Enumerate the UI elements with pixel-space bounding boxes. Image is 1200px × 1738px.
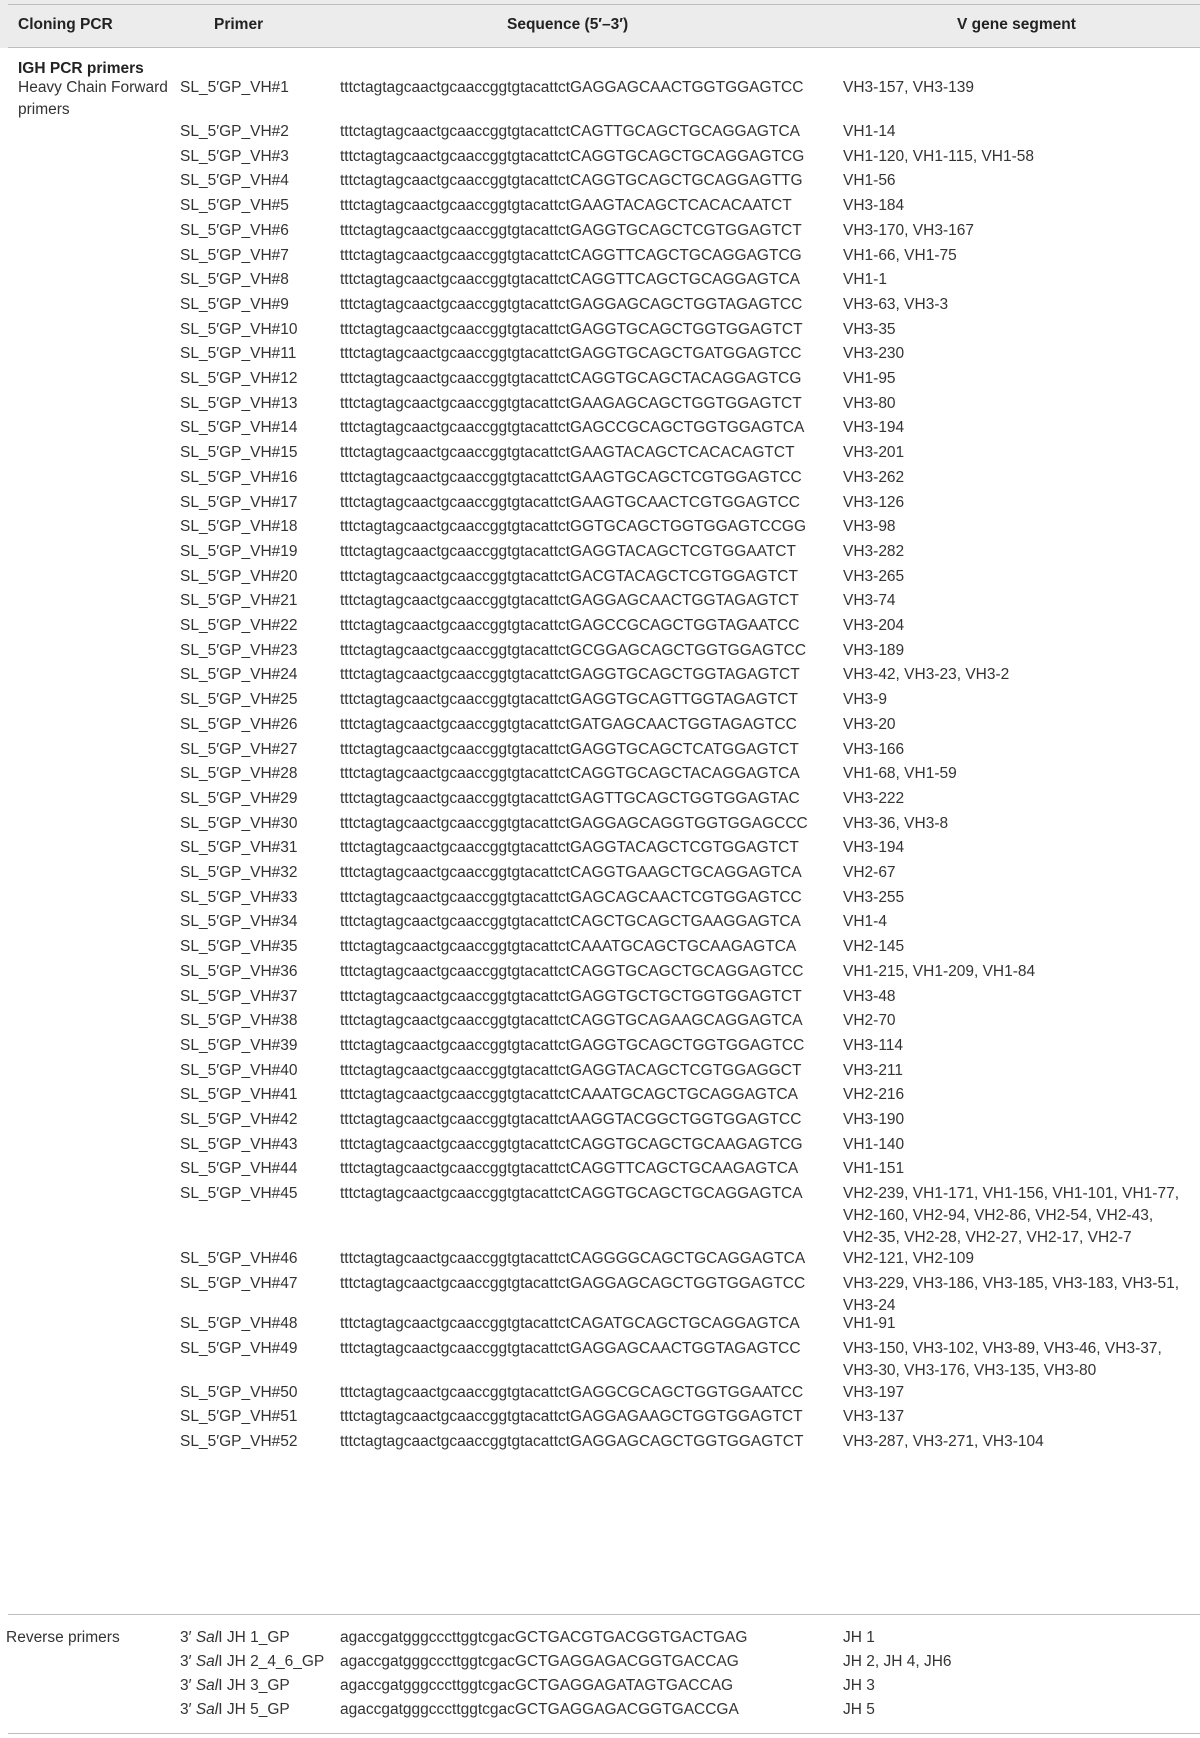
v-gene-segment: VH3-9 — [843, 691, 887, 709]
v-gene-segment: VH3-184 — [843, 197, 905, 215]
header-sequence: Sequence (5′–3′) — [507, 16, 629, 33]
primer-name: SL_5′GP_VH#10 — [180, 320, 298, 338]
v-gene-segment: VH3-282 — [843, 542, 905, 560]
primer-name: SL_5′GP_VH#33 — [180, 888, 298, 906]
primer-sequence: tttctagtagcaactgcaaccggtgtacattctGAGGAGCAGCTGGTGGAGTCC — [340, 1274, 806, 1292]
primer-name: SL_5′GP_VH#38 — [180, 1012, 298, 1030]
primer-name: SL_5′GP_VH#24 — [180, 666, 298, 684]
primer-name: SL_5′GP_VH#8 — [180, 271, 289, 289]
primer-name: SL_5′GP_VH#30 — [180, 814, 298, 832]
primer-name: SL_5′GP_VH#13 — [180, 394, 298, 412]
v-gene-segment: VH3-157, VH3-139 — [843, 79, 974, 96]
primer-sequence: tttctagtagcaactgcaaccggtgtacattctGAGGTGCAGCTCGTGGAGTCT — [340, 221, 802, 239]
v-gene-segment: VH3-80 — [843, 394, 896, 412]
primer-sequence: tttctagtagcaactgcaaccggtgtacattctCAGGTGCAGCTGCAGGAGTCG — [340, 147, 805, 165]
v-gene-segment: VH3-98 — [843, 518, 896, 536]
primer-name: SL_5′GP_VH#22 — [180, 617, 298, 634]
primer-sequence: tttctagtagcaactgcaaccggtgtacattctGAAGTGCAACTCGTGGAGTCC — [340, 493, 800, 511]
v-gene-segment: VH1-120, VH1-115, VH1-58 — [843, 147, 1034, 165]
primer-sequence: tttctagtagcaactgcaaccggtgtacattctCAGGTGAAGCTGCAGGAGTCA — [340, 864, 802, 881]
v-gene-segment: VH3-74 — [843, 592, 896, 610]
v-gene-segment: VH1-151 — [843, 1160, 905, 1178]
top-rule — [8, 4, 1200, 5]
primer-name: SL_5′GP_VH#47 — [180, 1274, 298, 1292]
section-divider — [8, 1614, 1200, 1615]
primer-sequence: tttctagtagcaactgcaaccggtgtacattctGAGGTGCAGTTGGTAGAGTCT — [340, 691, 798, 709]
primer-sequence: agaccgatgggcccttggtcgacGCTGACGTGACGGTGACTGAG — [340, 1629, 748, 1646]
header-cloning-pcr: Cloning PCR — [18, 16, 113, 33]
v-gene-segment: VH3-150, VH3-102, VH3-89, VH3-46, VH3-37, VH3-30, VH3-176, VH3-135, VH3-80 — [843, 1339, 1162, 1379]
primer-name: SL_5′GP_VH#28 — [180, 765, 298, 783]
primer-name: SL_5′GP_VH#49 — [180, 1339, 298, 1357]
primer-sequence: tttctagtagcaactgcaaccggtgtacattctGATGAGCAACTGGTAGAGTCC — [340, 715, 797, 733]
primer-sequence: tttctagtagcaactgcaaccggtgtacattctGAAGTACAGCTCACACAGTCT — [340, 444, 795, 462]
primer-sequence: tttctagtagcaactgcaaccggtgtacattctCAGATGCAGCTGCAGGAGTCA — [340, 1314, 800, 1332]
primer-sequence: tttctagtagcaactgcaaccggtgtacattctGAAGTACAGCTCACACAATCT — [340, 197, 792, 215]
primer-name: SL_5′GP_VH#12 — [180, 370, 298, 387]
primer-sequence: tttctagtagcaactgcaaccggtgtacattctGAAGTGCAGCTCGTGGAGTCC — [340, 468, 802, 486]
primer-name: SL_5′GP_VH#3 — [180, 147, 289, 165]
primer-sequence: agaccgatgggcccttggtcgacGCTGAGGAGACGGTGACCGA — [340, 1701, 739, 1718]
primer-name: SL_5′GP_VH#43 — [180, 1135, 298, 1153]
restriction-site-label: Sal — [195, 1629, 219, 1646]
primer-name: 3′ SalI JH 2_4_6_GP — [180, 1653, 325, 1670]
primer-sequence: tttctagtagcaactgcaaccggtgtacattctGAGCCGCAGCTGGTAGAATCC — [340, 617, 800, 634]
primer-name: SL_5′GP_VH#31 — [180, 839, 298, 857]
section-label: IGH PCR primers — [18, 60, 144, 77]
primer-name: SL_5′GP_VH#25 — [180, 691, 298, 709]
v-gene-segment: VH1-14 — [843, 123, 896, 140]
primer-sequence: tttctagtagcaactgcaaccggtgtacattctCAAATGCAGCTGCAGGAGTCA — [340, 1086, 798, 1104]
primer-name: SL_5′GP_VH#26 — [180, 715, 298, 733]
bottom-rule — [8, 1733, 1200, 1734]
primer-sequence: tttctagtagcaactgcaaccggtgtacattctGAGGTGCTGCTGGTGGAGTCT — [340, 987, 802, 1005]
v-gene-segment: VH1-68, VH1-59 — [843, 765, 957, 783]
primer-sequence: tttctagtagcaactgcaaccggtgtacattctGAGGAGCAACTGGTGGAGTCC — [340, 79, 804, 96]
primer-name: SL_5′GP_VH#50 — [180, 1383, 298, 1401]
v-gene-segment: VH1-91 — [843, 1314, 896, 1332]
primer-name: SL_5′GP_VH#52 — [180, 1432, 298, 1450]
v-gene-segment: VH1-1 — [843, 271, 887, 289]
restriction-site-label: Sal — [195, 1653, 219, 1670]
primer-sequence: tttctagtagcaactgcaaccggtgtacattctGAGGTGCAGCTGGTAGAGTCT — [340, 666, 800, 684]
v-gene-segment: VH3-170, VH3-167 — [843, 221, 974, 239]
v-gene-segment: VH3-230 — [843, 345, 905, 363]
primer-name: SL_5′GP_VH#45 — [180, 1185, 298, 1203]
primer-name: SL_5′GP_VH#40 — [180, 1061, 298, 1079]
primer-name: SL_5′GP_VH#18 — [180, 518, 298, 536]
v-gene-segment: VH3-222 — [843, 789, 905, 807]
primer-sequence: tttctagtagcaactgcaaccggtgtacattctCAGGTGCAGCTACAGGAGTCG — [340, 370, 802, 387]
v-gene-segment: VH2-239, VH1-171, VH1-156, VH1-101, VH1-77, VH2-160, VH2-94, VH2-86, VH2-54, VH2-43, VH2-35, VH2-28, VH2-27, VH2-17, VH2-7 — [843, 1185, 1180, 1247]
primer-name: SL_5′GP_VH#44 — [180, 1160, 298, 1178]
v-gene-segment: JH 1 — [843, 1629, 875, 1646]
v-gene-segment: JH 3 — [843, 1677, 875, 1694]
v-gene-segment: VH3-166 — [843, 740, 905, 758]
primer-sequence: tttctagtagcaactgcaaccggtgtacattctGAGGTACAGCTCGTGGAGTCT — [340, 839, 799, 857]
v-gene-segment: VH2-216 — [843, 1086, 905, 1104]
restriction-site-label: Sal — [195, 1677, 219, 1694]
v-gene-segment: VH1-56 — [843, 172, 896, 190]
primer-sequence: tttctagtagcaactgcaaccggtgtacattctGAGTTGCAGCTGGTGGAGTAC — [340, 789, 800, 807]
primer-sequence: tttctagtagcaactgcaaccggtgtacattctCAGGTTCAGCTGCAGGAGTCG — [340, 246, 802, 264]
primer-sequence: tttctagtagcaactgcaaccggtgtacattctCAGCTGCAGCTGAAGGAGTCA — [340, 913, 801, 931]
primer-name: SL_5′GP_VH#16 — [180, 468, 298, 486]
v-gene-segment: VH1-140 — [843, 1135, 905, 1153]
primer-name: SL_5′GP_VH#4 — [180, 172, 289, 190]
primer-sequence: tttctagtagcaactgcaaccggtgtacattctGAGCAGCAACTCGTGGAGTCC — [340, 888, 802, 906]
primer-sequence: agaccgatgggcccttggtcgacGCTGAGGAGACGGTGACCAG — [340, 1653, 739, 1670]
header-v-gene-segment: V gene segment — [957, 16, 1076, 33]
primer-name: SL_5′GP_VH#1 — [180, 79, 289, 96]
primer-name: SL_5′GP_VH#14 — [180, 419, 298, 437]
primer-sequence: tttctagtagcaactgcaaccggtgtacattctGAGGAGCAACTGGTAGAGTCC — [340, 1339, 801, 1357]
primer-sequence: tttctagtagcaactgcaaccggtgtacattctGAGGAGAAGCTGGTGGAGTCT — [340, 1408, 803, 1426]
forward-group-label: Heavy Chain Forward primers — [18, 79, 168, 118]
primer-name: SL_5′GP_VH#20 — [180, 567, 298, 585]
v-gene-segment: VH3-287, VH3-271, VH3-104 — [843, 1432, 1044, 1450]
v-gene-segment: VH3-197 — [843, 1383, 905, 1401]
v-gene-segment: JH 5 — [843, 1701, 875, 1718]
primer-sequence: tttctagtagcaactgcaaccggtgtacattctGAGGTGCAGCTGGTGGAGTCC — [340, 1036, 805, 1054]
v-gene-segment: VH3-48 — [843, 987, 896, 1005]
v-gene-segment: VH2-145 — [843, 938, 905, 956]
v-gene-segment: VH3-194 — [843, 839, 905, 857]
primer-name: SL_5′GP_VH#27 — [180, 740, 298, 758]
primer-name: SL_5′GP_VH#39 — [180, 1036, 298, 1054]
primer-sequence: tttctagtagcaactgcaaccggtgtacattctGAGGAGCAGGTGGTGGAGCCC — [340, 814, 808, 832]
primer-name: SL_5′GP_VH#48 — [180, 1314, 298, 1332]
primer-name: SL_5′GP_VH#7 — [180, 246, 289, 264]
v-gene-segment: VH3-255 — [843, 888, 905, 906]
v-gene-segment: VH2-67 — [843, 864, 896, 881]
v-gene-segment: VH3-211 — [843, 1061, 904, 1079]
primer-sequence: tttctagtagcaactgcaaccggtgtacattctCAGGTTCAGCTGCAGGAGTCA — [340, 271, 800, 289]
primer-name: SL_5′GP_VH#15 — [180, 444, 298, 462]
primer-name: SL_5′GP_VH#2 — [180, 123, 289, 140]
v-gene-segment: VH3-63, VH3-3 — [843, 295, 949, 313]
primer-sequence: tttctagtagcaactgcaaccggtgtacattctGAGGTGCAGCTGGTGGAGTCT — [340, 320, 803, 338]
primer-sequence: tttctagtagcaactgcaaccggtgtacattctAAGGTACGGCTGGTGGAGTCC — [340, 1111, 802, 1128]
primer-name: SL_5′GP_VH#35 — [180, 938, 298, 956]
v-gene-segment: VH3-137 — [843, 1408, 905, 1426]
primer-sequence: tttctagtagcaactgcaaccggtgtacattctCAGGTGCAGCTGCAGGAGTTG — [340, 172, 803, 190]
v-gene-segment: VH3-126 — [843, 493, 905, 511]
primer-name: SL_5′GP_VH#9 — [180, 295, 289, 313]
primer-sequence: tttctagtagcaactgcaaccggtgtacattctCAGGTGCAGAAGCAGGAGTCA — [340, 1012, 803, 1030]
primer-name: SL_5′GP_VH#23 — [180, 641, 298, 659]
primer-name: 3′ SalI JH 5_GP — [180, 1701, 290, 1718]
primer-sequence: tttctagtagcaactgcaaccggtgtacattctCAGGTGCAGCTACAGGAGTCA — [340, 765, 800, 783]
primer-sequence: tttctagtagcaactgcaaccggtgtacattctGAGGAGCAACTGGTAGAGTCT — [340, 592, 799, 610]
v-gene-segment: VH3-262 — [843, 468, 905, 486]
primer-sequence: tttctagtagcaactgcaaccggtgtacattctGAAGAGCAGCTGGTGGAGTCT — [340, 394, 802, 412]
v-gene-segment: VH1-4 — [843, 913, 887, 931]
primer-name: SL_5′GP_VH#29 — [180, 789, 298, 807]
primer-name: SL_5′GP_VH#6 — [180, 221, 289, 239]
v-gene-segment: VH3-20 — [843, 715, 896, 733]
v-gene-segment: VH3-36, VH3-8 — [843, 814, 949, 832]
primer-sequence: tttctagtagcaactgcaaccggtgtacattctGAGCCGCAGCTGGTGGAGTCA — [340, 419, 805, 437]
v-gene-segment: VH3-190 — [843, 1111, 905, 1128]
primer-name: SL_5′GP_VH#51 — [180, 1408, 298, 1426]
primer-name: SL_5′GP_VH#42 — [180, 1111, 298, 1128]
primer-sequence: tttctagtagcaactgcaaccggtgtacattctGACGTACAGCTCGTGGAGTCT — [340, 567, 798, 585]
primer-name: SL_5′GP_VH#34 — [180, 913, 298, 931]
primer-sequence: tttctagtagcaactgcaaccggtgtacattctGAGGAGCAGCTGGTGGAGTCT — [340, 1432, 804, 1450]
primer-name: SL_5′GP_VH#5 — [180, 197, 289, 215]
v-gene-segment: VH3-194 — [843, 419, 905, 437]
primer-sequence: agaccgatgggcccttggtcgacGCTGAGGAGATAGTGACCAG — [340, 1677, 734, 1694]
primer-name: SL_5′GP_VH#21 — [180, 592, 298, 610]
primer-sequence: tttctagtagcaactgcaaccggtgtacattctGAGGTGCAGCTCATGGAGTCT — [340, 740, 799, 758]
v-gene-segment: VH3-114 — [843, 1036, 904, 1054]
primer-sequence: tttctagtagcaactgcaaccggtgtacattctCAGTTGCAGCTGCAGGAGTCA — [340, 123, 800, 140]
primer-sequence: tttctagtagcaactgcaaccggtgtacattctGAGGAGCAGCTGGTAGAGTCC — [340, 295, 803, 313]
primer-sequence: tttctagtagcaactgcaaccggtgtacattctCAGGTGCAGCTGCAGGAGTCA — [340, 1185, 803, 1203]
primer-sequence: tttctagtagcaactgcaaccggtgtacattctCAGGGGCAGCTGCAGGAGTCA — [340, 1250, 806, 1268]
primer-sequence: tttctagtagcaactgcaaccggtgtacattctGCGGAGCAGCTGGTGGAGTCC — [340, 641, 807, 659]
v-gene-segment: VH3-201 — [843, 444, 905, 462]
primer-name: SL_5′GP_VH#36 — [180, 962, 298, 980]
v-gene-segment: VH3-35 — [843, 320, 896, 338]
v-gene-segment: VH1-95 — [843, 370, 896, 387]
primer-sequence: tttctagtagcaactgcaaccggtgtacattctCAGGTTCAGCTGCAAGAGTCA — [340, 1160, 799, 1178]
v-gene-segment: VH3-265 — [843, 567, 905, 585]
primer-sequence: tttctagtagcaactgcaaccggtgtacattctGGTGCAGCTGGTGGAGTCCGG — [340, 518, 806, 536]
primer-name: 3′ SalI JH 1_GP — [180, 1629, 290, 1646]
v-gene-segment: VH2-121, VH2-109 — [843, 1250, 974, 1268]
v-gene-segment: VH3-204 — [843, 617, 905, 634]
v-gene-segment: VH3-229, VH3-186, VH3-185, VH3-183, VH3-51, VH3-24 — [843, 1274, 1180, 1314]
primer-name: SL_5′GP_VH#41 — [180, 1086, 298, 1104]
primer-name: SL_5′GP_VH#32 — [180, 864, 298, 881]
primer-sequence: tttctagtagcaactgcaaccggtgtacattctCAGGTGCAGCTGCAAGAGTCG — [340, 1135, 803, 1153]
primer-sequence: tttctagtagcaactgcaaccggtgtacattctGAGGTACAGCTCGTGGAGGCT — [340, 1061, 802, 1079]
primer-name: SL_5′GP_VH#11 — [180, 345, 297, 363]
v-gene-segment: VH1-66, VH1-75 — [843, 246, 957, 264]
primer-name: SL_5′GP_VH#19 — [180, 542, 298, 560]
reverse-group-label: Reverse primers — [6, 1629, 120, 1646]
table-header — [0, 0, 1200, 48]
v-gene-segment: JH 2, JH 4, JH6 — [843, 1653, 952, 1670]
primer-sequence: tttctagtagcaactgcaaccggtgtacattctGAGGTGCAGCTGATGGAGTCC — [340, 345, 802, 363]
primer-sequence: tttctagtagcaactgcaaccggtgtacattctGAGGCGCAGCTGGTGGAATCC — [340, 1383, 804, 1401]
primer-sequence: tttctagtagcaactgcaaccggtgtacattctCAGGTGCAGCTGCAGGAGTCC — [340, 962, 804, 980]
v-gene-segment: VH1-215, VH1-209, VH1-84 — [843, 962, 1036, 980]
v-gene-segment: VH3-42, VH3-23, VH3-2 — [843, 666, 1010, 684]
primer-sequence: tttctagtagcaactgcaaccggtgtacattctCAAATGCAGCTGCAAGAGTCA — [340, 938, 797, 956]
primer-name: SL_5′GP_VH#46 — [180, 1250, 298, 1268]
primer-name: SL_5′GP_VH#17 — [180, 493, 298, 511]
restriction-site-label: Sal — [195, 1701, 219, 1718]
primer-name: 3′ SalI JH 3_GP — [180, 1677, 290, 1694]
v-gene-segment: VH2-70 — [843, 1012, 896, 1030]
header-primer: Primer — [214, 16, 264, 33]
primer-name: SL_5′GP_VH#37 — [180, 987, 298, 1005]
header-rule — [8, 47, 1200, 48]
primer-sequence: tttctagtagcaactgcaaccggtgtacattctGAGGTACAGCTCGTGGAATCT — [340, 542, 796, 560]
v-gene-segment: VH3-189 — [843, 641, 905, 659]
